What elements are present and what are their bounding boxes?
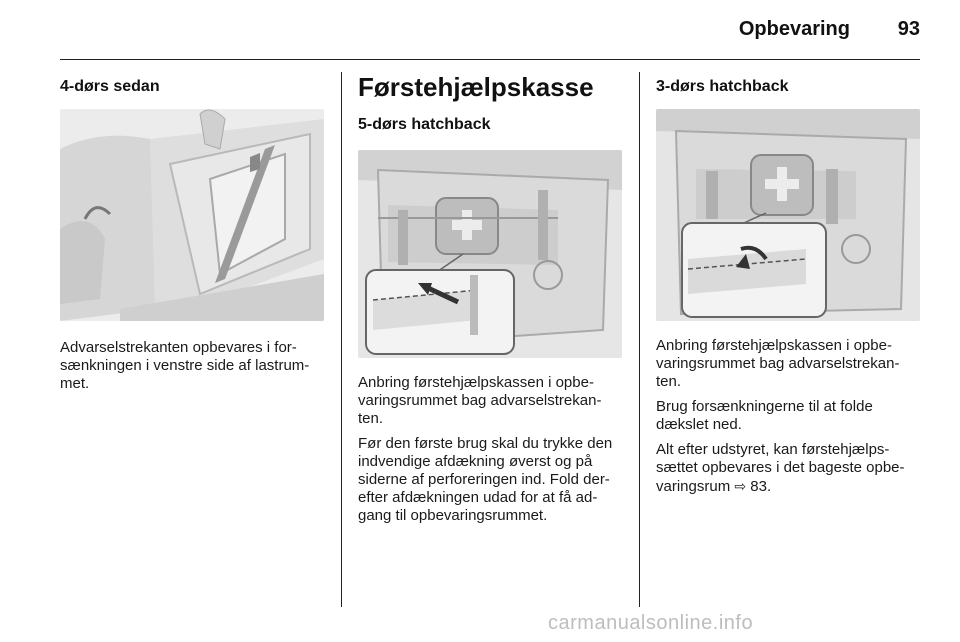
trunk-warning-triangle-illustration bbox=[60, 109, 324, 321]
page-reference-arrow-icon: ⇨ bbox=[734, 478, 747, 494]
column-sedan bbox=[60, 76, 324, 393]
section-heading-3door: 3-dørs hatchback bbox=[656, 78, 789, 95]
column-divider-left bbox=[341, 72, 342, 607]
column-divider-right bbox=[639, 72, 640, 607]
column-3door bbox=[656, 76, 920, 503]
sedan-paragraph: Advarselstrekanten opbevares i for- sænkningen i venstre side af lastrum- met. bbox=[60, 339, 310, 392]
header-divider bbox=[60, 59, 920, 60]
subheading-5door: 5-dørs hatchback bbox=[358, 116, 491, 133]
first-aid-5door-text bbox=[358, 374, 622, 525]
page-number: 93 bbox=[897, 18, 920, 40]
first-aid-kit-5door-illustration bbox=[358, 150, 622, 358]
page-title: Opbevaring bbox=[738, 18, 850, 40]
3door-paragraph-3: Alt efter udstyret, kan førstehjælps- sættet opbevares i det bageste opbe- varingsrum ⇨ 83. bbox=[656, 441, 905, 495]
first-aid-5door-paragraph-1: Anbring førstehjælpskassen i opbe- varingsrummet bag advarselstrekan- ten. bbox=[358, 374, 602, 427]
3door-text bbox=[656, 337, 920, 496]
sedan-text bbox=[60, 339, 324, 393]
section-heading-first-aid: Førstehjælpskasse bbox=[358, 72, 594, 102]
column-first-aid-5door bbox=[358, 72, 622, 532]
page-reference[interactable]: 83. bbox=[750, 478, 772, 495]
first-aid-5door-paragraph-2: Før den første brug skal du trykke den indvendige afdækning øverst og på siderne af perforeringen ind. Fold der- efter afdækningen udad for at få ad- gang til opbevaringsrummet. bbox=[358, 435, 613, 524]
section-heading-sedan: 4-dørs sedan bbox=[60, 78, 160, 95]
watermark: carmanualsonline.info bbox=[548, 612, 754, 634]
3door-paragraph-1: Anbring førstehjælpskassen i opbe- varingsrummet bag advarselstrekan- ten. bbox=[656, 337, 900, 390]
first-aid-kit-3door-illustration bbox=[656, 109, 920, 321]
3door-paragraph-2: Brug forsænkningerne til at folde dækslet ned. bbox=[656, 398, 873, 433]
